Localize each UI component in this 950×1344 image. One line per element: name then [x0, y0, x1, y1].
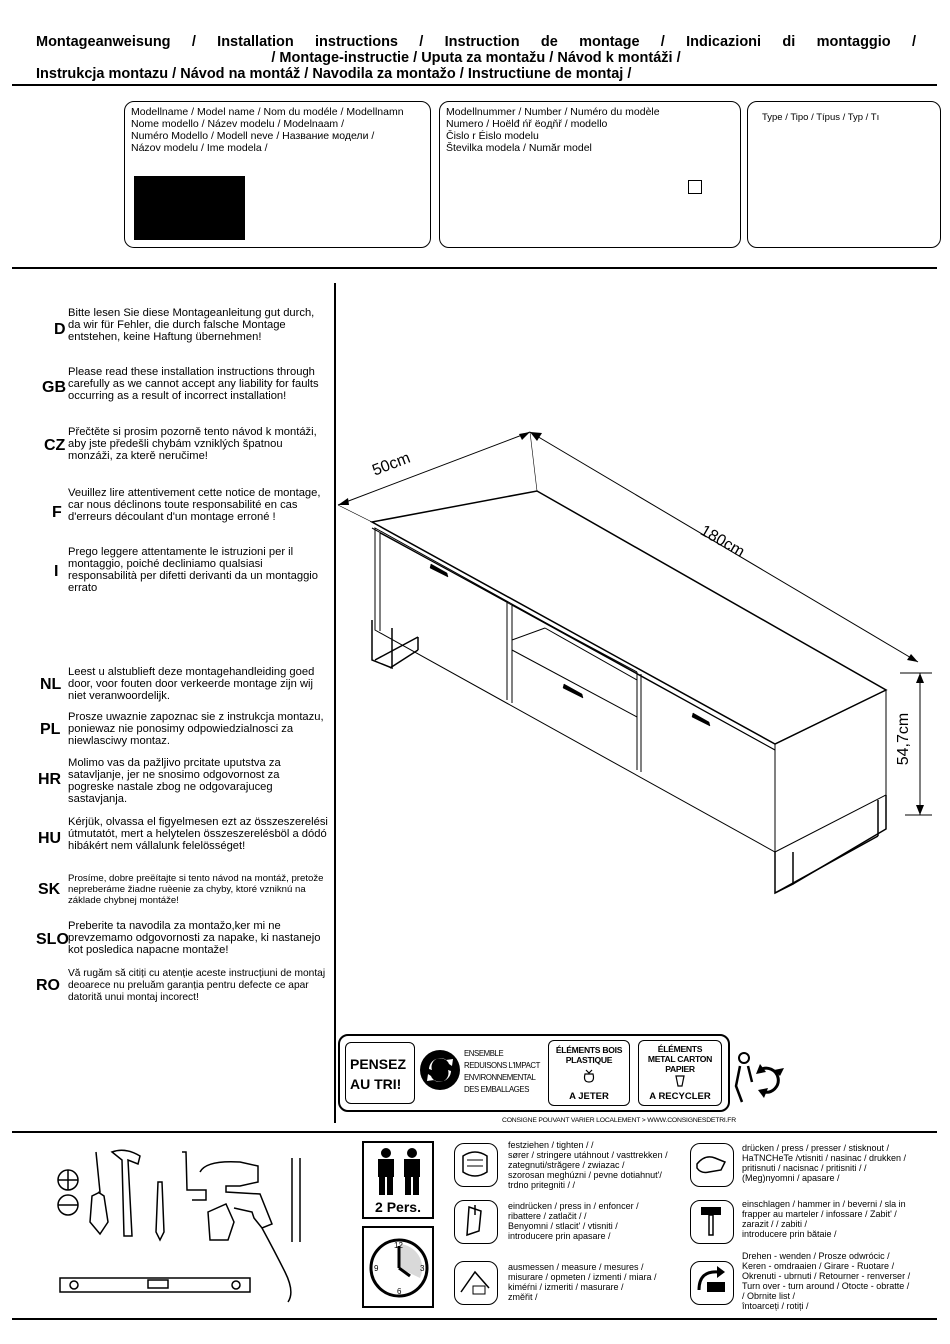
turn-over-icon — [690, 1261, 734, 1305]
model-name-label: Modellname / Model name / Nom du modéle / Modellnamn Nome modello / Název modelu / Modelnaam / Numéro Modello / Modell neve / Название модели / Názov modelu / Ime modela / — [131, 106, 404, 154]
tighten-icon — [454, 1143, 498, 1187]
lang-text: Veuillez lire attentivement cette notice de montage, car nous déclinons toute responsabilité en cas d'erreurs découlant d'un montage erroné ! — [68, 487, 321, 523]
lang-code: HR — [38, 771, 62, 788]
lang-code: D — [54, 321, 66, 338]
type-label: Type / Tipo / Típus / Typ / Tı — [762, 112, 880, 123]
header-line-1: Montageanweisung / Installation instructions / Instruction de montage / Indicazioni di montaggio / — [36, 34, 916, 50]
lang-code: PL — [40, 721, 61, 738]
cup-icon — [674, 1075, 686, 1087]
dimension-width: 180cm — [697, 522, 748, 561]
lang-code: F — [52, 504, 62, 521]
measure-text: ausmessen / measure / mesures / misurare / opmeten / izmenti / miara / kiméŕni / izmeriti / masurare / změřit / — [508, 1262, 657, 1302]
header-line-2: / Montage-instructie / Uputa za montažu / Návod k montáži / — [271, 50, 681, 66]
push-icon — [690, 1143, 734, 1187]
time-box — [362, 1226, 434, 1308]
lang-code: GB — [42, 379, 66, 396]
model-number-box — [439, 101, 741, 248]
triman-icon — [730, 1046, 786, 1106]
dimension-height: 54,7cm — [895, 712, 913, 766]
header-divider — [12, 84, 937, 86]
measure-icon — [454, 1261, 498, 1305]
consigne-text: CONSIGNE POUVANT VARIER LOCALEMENT > WWW.CONSIGNESDETRI.FR — [502, 1117, 736, 1124]
turn-over-text: Drehen - wenden / Prosze odwrócic / Keren - omdraaien / Girare - Ruotare / Okrenuti - ubrnuti / Retourner - renverser / Turn over - turn around / Otocte - obratte / / Obrnite list / întoarceți / rotiți / — [742, 1251, 911, 1311]
tools-drawing — [30, 1142, 330, 1312]
tv-stand-drawing — [336, 420, 946, 900]
eco-label — [338, 1034, 730, 1112]
hammer-text: einschlagen / hammer in / beverni / sla in frapper au marteler / infossare / Zabit' / zarazit / / zabiti / introducere prin bătaie / — [742, 1199, 906, 1239]
persons-box — [362, 1141, 434, 1219]
hammer-icon — [690, 1200, 734, 1244]
bois-action: A JETER — [569, 1091, 609, 1102]
lang-code: NL — [40, 676, 62, 693]
recycle-arrows-icon — [419, 1049, 461, 1091]
type-box — [747, 101, 941, 248]
model-name-box — [124, 101, 431, 248]
lang-code: HU — [38, 830, 62, 847]
lang-code: SK — [38, 881, 61, 898]
model-image-placeholder — [134, 176, 245, 240]
lang-text: Prego leggere attentamente le istruzioni per il montaggio, poiché decliniamo qualsiasi responsabilità per difetti derivanti da un montaggio errato — [68, 546, 319, 594]
clock-icon — [368, 1232, 430, 1304]
lang-text: Přečtěte si prosim pozorně tento návod k montáži, aby jste předešli chybám vzniklých špatnou monzáži, za kterě neručime! — [68, 426, 317, 462]
lang-text: Leest u alstublieft deze montagehandleiding goed door, voor fouten door verkeerde montage zijn wij niet veranwoordelijk. — [68, 666, 315, 702]
bottom-divider — [12, 1318, 937, 1320]
lang-text: Bitte lesen Sie diese Montageanleitung gut durch, da wir für Fehler, die durch falsche Montage entstehen, keine Haftung übernehmen! — [68, 307, 315, 343]
lang-text: Molimo vas da pažljivo prcitate uputstva za satavljanje, jer ne snosimo odgovornost za pogreske nastale zbog ne odgovarajuceg sastavjanja. — [68, 757, 281, 805]
lang-code: SLO — [36, 931, 69, 948]
metal-title: ÉLÉMENTS METAL CARTON PAPIER — [647, 1044, 713, 1074]
info-divider — [12, 267, 937, 269]
metal-action: A RECYCLER — [649, 1091, 711, 1102]
bois-box — [548, 1040, 630, 1106]
lang-text: Prosíme, dobre preëítajte si tento návod na montáž, pretože nepreberáme žiadne ruèenie za chyby, ktoré vzniknú na základe chybnej montáže! — [68, 873, 324, 906]
lang-text: Prosze uwaznie zapoznac sie z instrukcja montazu, poniewaz nie ponosimy odpowiedzialnosci za niewlasciwy montaz. — [68, 711, 324, 747]
au-tri-text: AU TRI! — [350, 1076, 402, 1092]
footer-divider — [12, 1131, 937, 1133]
svg-text:6: 6 — [397, 1287, 402, 1296]
lang-text: Kérjük, olvassa el figyelmesen ezt az összeszerelési útmutatót, mert a helytelen összeszerelésböl a dódó hibákért nem vállalunk felelösséget! — [68, 816, 328, 852]
svg-text:3: 3 — [420, 1264, 425, 1273]
lang-code: RO — [36, 977, 60, 994]
model-number-checkbox[interactable] — [688, 180, 702, 194]
lang-text: Please read these installation instructions through carefully as we cannot accept any liability for faults occurring as a result of incorrect installation! — [68, 366, 319, 402]
dimension-depth: 50cm — [370, 449, 413, 480]
header-line-3: Instrukcja montazu / Návod na montáž / Navodila za montažo / Instructiune de montaj / — [36, 66, 632, 82]
metal-box — [638, 1040, 722, 1106]
tighten-text: festziehen / tighten / / sører / stringere utáhnout / vasttrekken / zategnuti/străgere / zwiazac / szorosan meghúzni / pevne dotiahnut'/ trdno pritegniti / / — [508, 1140, 668, 1190]
model-number-label: Modellnummer / Number / Numéro du modèle Numero / Hoëlđ ńř ëoдňř / modello Čislo r Éislo modelu Številka modela / Număr model — [446, 106, 660, 154]
pensez-text: PENSEZ — [350, 1056, 407, 1072]
svg-text:9: 9 — [374, 1264, 379, 1273]
lang-text: Vă rugăm să citiți cu atenție aceste instrucțiuni de montaj deoarece nu preluăm garanția pentru defecte ce apar datorită unui montaj incorect! — [68, 968, 326, 1003]
lang-code: I — [54, 563, 59, 580]
lang-code: CZ — [44, 437, 66, 454]
press-in-text: eindrücken / press in / enfoncer / ribattere / zatlačit / / Benyomni / stlacit' / vtisniti / introducere prin apasare / — [508, 1201, 639, 1241]
lang-text: Preberite ta navodila za montažo,ker mi ne prevzemamo odgovornosti za napake, ki nastanejo kot posledica napacne montaže! — [68, 920, 321, 956]
svg-text:12: 12 — [394, 1241, 403, 1250]
push-text: drücken / press / presser / stisknout / HaTNCHeTe /vtisniti / nasinac / drukken / pritisnuti / nacisnac / pritisniti / / (Meg)nyomni / apasare / — [742, 1143, 907, 1183]
press-in-icon — [454, 1200, 498, 1244]
trash-bag-icon — [581, 1068, 597, 1084]
bois-title: ÉLÉMENTS BOIS PLASTIQUE — [555, 1045, 623, 1065]
two-persons-icon — [372, 1147, 426, 1197]
pensez-box — [345, 1042, 415, 1104]
persons-label: 2 Pers. — [375, 1199, 421, 1215]
ensemble-text: ENSEMBLE REDUISONS L'IMPACT ENVIRONNEMENTAL DES EMBALLAGES — [464, 1049, 541, 1094]
